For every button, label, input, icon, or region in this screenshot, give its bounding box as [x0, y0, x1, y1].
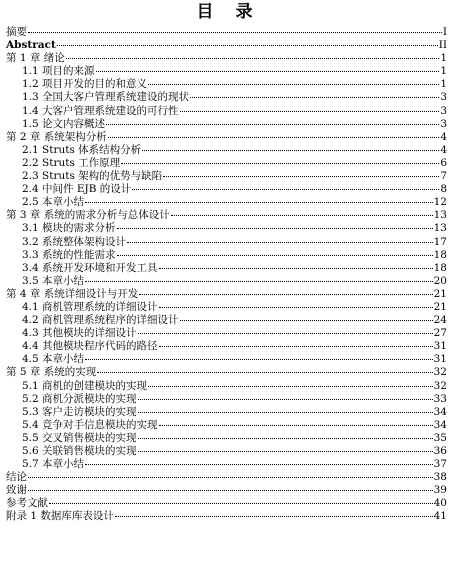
toc-entry-page-number: 18	[433, 248, 447, 261]
toc-entry[interactable]	[6, 288, 447, 301]
dot-leader	[180, 111, 440, 112]
toc-entry[interactable]	[6, 484, 447, 497]
dot-leader	[121, 163, 439, 164]
toc-entry-label: 3.3 系统的性能需求	[22, 248, 116, 261]
toc-entry-page-number: I	[442, 26, 447, 38]
toc-entry-label: 1.1 项目的来源	[22, 65, 95, 78]
dot-leader	[138, 438, 433, 439]
toc-entry-label: 4.5 本章小结	[22, 353, 85, 366]
toc-entry[interactable]	[6, 157, 447, 170]
toc-entry-label: 5.5 交叉销售模块的实现	[22, 431, 137, 444]
toc-entry-label: 致谢	[6, 484, 27, 497]
dot-leader	[138, 451, 433, 452]
dot-leader	[163, 176, 439, 177]
dot-leader	[148, 386, 433, 387]
toc-entry[interactable]	[6, 262, 447, 275]
toc-entry-page-number: 18	[433, 261, 447, 274]
toc-entry[interactable]	[6, 510, 447, 523]
toc-entry-label: 2.3 Struts 架构的优势与缺陷	[22, 170, 163, 183]
dot-leader	[85, 281, 433, 282]
dot-leader	[180, 320, 433, 321]
toc-entry-page-number: 17	[433, 235, 447, 248]
dot-leader	[159, 425, 433, 426]
toc-entry-label: 5.4 竞争对手信息模块的实现	[22, 418, 158, 431]
toc-entry-page-number: 3	[440, 104, 447, 117]
dot-leader	[115, 516, 433, 517]
toc-entry-page-number: 36	[433, 445, 447, 457]
toc-entry-page-number: 1	[440, 65, 447, 78]
dot-leader	[28, 32, 442, 33]
toc-entry[interactable]	[6, 366, 447, 379]
toc-entry-page-number: 35	[433, 431, 447, 444]
toc-entry[interactable]	[6, 471, 447, 484]
toc-entry-label: 5.7 本章小结	[22, 458, 85, 471]
toc-entry[interactable]	[6, 91, 447, 104]
toc-entry-label: 3.4 系统开发环境和开发工具	[22, 261, 158, 274]
dot-leader	[117, 255, 433, 256]
toc-entry-label: 第 4 章 系统详细设计与开发	[6, 287, 139, 300]
toc-entry-page-number: 20	[433, 274, 447, 287]
toc-entry-page-number: 38	[433, 471, 447, 484]
toc-entry[interactable]	[6, 65, 447, 78]
toc-entry[interactable]	[6, 275, 447, 288]
dot-leader	[138, 333, 433, 334]
toc-entry[interactable]	[6, 105, 447, 118]
dot-leader	[159, 346, 433, 347]
toc-entry-page-number: 40	[433, 497, 447, 510]
dot-leader	[138, 412, 433, 413]
dot-leader	[171, 215, 433, 216]
toc-entry[interactable]	[6, 131, 447, 144]
toc-entry-label: Abstract	[6, 39, 56, 52]
toc-entry-label: 2.2 Struts 工作原理	[22, 156, 121, 169]
toc-entry-label: 附录 1 数据库库表设计	[6, 510, 114, 523]
toc-entry-label: 5.3 客户走访模块的实现	[22, 405, 137, 418]
toc-entry-page-number: 12	[433, 196, 447, 209]
dot-leader	[148, 84, 439, 85]
toc-entry-page-number: 13	[433, 222, 447, 235]
toc-entry-page-number: 41	[433, 510, 447, 523]
table-of-contents	[6, 26, 447, 524]
toc-entry-label: 4.4 其他模块程序代码的路径	[22, 340, 158, 353]
toc-entry[interactable]	[6, 406, 447, 419]
toc-entry-label: 2.1 Struts 体系结构分析	[22, 143, 142, 156]
toc-entry[interactable]	[6, 39, 447, 52]
dot-leader	[132, 189, 439, 190]
toc-entry[interactable]	[6, 222, 447, 235]
toc-entry-page-number: 7	[440, 170, 447, 183]
toc-entry[interactable]	[6, 340, 447, 353]
toc-entry-label: 4.2 商机管理系统程序的详细设计	[22, 314, 179, 327]
toc-entry-label: 3.5 本章小结	[22, 274, 85, 287]
toc-entry-label: 摘要	[6, 26, 27, 38]
toc-entry-page-number: 13	[433, 209, 447, 222]
toc-entry-label: 第 2 章 系统架构分析	[6, 130, 107, 143]
toc-entry[interactable]	[6, 144, 447, 157]
toc-entry-page-number: 4	[440, 130, 447, 143]
dot-leader	[49, 503, 433, 504]
toc-entry-page-number: 34	[433, 405, 447, 418]
toc-entry[interactable]	[6, 393, 447, 406]
toc-entry-label: 3.2 系统整体架构设计	[22, 235, 127, 248]
toc-entry-label: 结论	[6, 471, 27, 484]
toc-entry-label: 3.1 模块的需求分析	[22, 222, 116, 235]
toc-entry-label: 第 5 章 系统的实现	[6, 366, 97, 379]
dot-leader	[85, 202, 433, 203]
page-title: 目 录	[196, 2, 261, 22]
toc-entry-label: 2.5 本章小结	[22, 196, 85, 209]
toc-entry-page-number: 1	[440, 78, 447, 91]
toc-entry[interactable]	[6, 327, 447, 340]
toc-entry-label: 4.1 商机管理系统的详细设计	[22, 300, 158, 313]
toc-entry-label: 1.5 论文内容概述	[22, 117, 106, 130]
dot-leader	[96, 71, 440, 72]
toc-entry[interactable]	[6, 249, 447, 262]
toc-entry-page-number: II	[438, 39, 447, 52]
toc-entry-label: 第 1 章 绪论	[6, 52, 65, 65]
toc-entry-label: 1.4 大客户管理系统建设的可行性	[22, 104, 179, 117]
dot-leader	[28, 477, 433, 478]
toc-entry[interactable]	[6, 380, 447, 393]
toc-entry[interactable]	[6, 209, 447, 222]
dot-leader	[97, 372, 432, 373]
dot-leader	[28, 490, 433, 491]
toc-entry-label: 1.3 全国大客户管理系统建设的现状	[22, 91, 190, 104]
toc-entry-page-number: 21	[433, 300, 447, 313]
toc-entry-page-number: 3	[440, 117, 447, 130]
toc-entry[interactable]	[6, 353, 447, 366]
toc-entry-label: 2.4 中间件 EJB 的设计	[22, 183, 132, 196]
toc-entry[interactable]	[6, 445, 447, 458]
toc-entry-page-number: 31	[433, 340, 447, 353]
dot-leader	[159, 307, 433, 308]
toc-entry-page-number: 1	[440, 52, 447, 65]
toc-entry-page-number: 33	[433, 392, 447, 405]
dot-leader	[57, 45, 438, 46]
toc-entry[interactable]	[6, 236, 447, 249]
dot-leader	[139, 294, 432, 295]
dot-leader	[117, 228, 433, 229]
toc-entry-page-number: 31	[433, 353, 447, 366]
toc-entry[interactable]	[6, 301, 447, 314]
toc-entry[interactable]	[6, 196, 447, 209]
toc-entry-label: 1.2 项目开发的目的和意义	[22, 78, 148, 91]
toc-entry-page-number: 39	[433, 484, 447, 497]
dot-leader	[127, 242, 433, 243]
dot-leader	[85, 464, 433, 465]
toc-entry-label: 4.3 其他模块的详细设计	[22, 327, 137, 340]
toc-entry[interactable]	[6, 183, 447, 196]
dot-leader	[159, 268, 433, 269]
dot-leader	[106, 124, 439, 125]
dot-leader	[142, 150, 439, 151]
toc-entry-label: 5.6 关联销售模块的实现	[22, 445, 137, 457]
toc-entry-page-number: 6	[440, 156, 447, 169]
toc-entry-label: 5.2 商机分派模块的实现	[22, 392, 137, 405]
dot-leader	[85, 359, 433, 360]
toc-entry-page-number: 37	[433, 458, 447, 471]
toc-entry-page-number: 3	[440, 91, 447, 104]
toc-entry-page-number: 8	[440, 183, 447, 196]
toc-entry[interactable]	[6, 314, 447, 327]
toc-entry[interactable]	[6, 419, 447, 432]
toc-entry-page-number: 24	[433, 314, 447, 327]
toc-entry-label: 第 3 章 系统的需求分析与总体设计	[6, 209, 170, 222]
toc-entry-page-number: 32	[433, 379, 447, 392]
toc-entry[interactable]	[6, 118, 447, 131]
toc-entry[interactable]	[6, 497, 447, 510]
dot-leader	[138, 399, 433, 400]
dot-leader	[108, 137, 440, 138]
dot-leader	[190, 97, 439, 98]
toc-entry-page-number: 34	[433, 418, 447, 431]
toc-entry[interactable]	[6, 458, 447, 471]
toc-entry-label: 5.1 商机的创建模块的实现	[22, 379, 148, 392]
toc-entry[interactable]	[6, 78, 447, 91]
toc-entry[interactable]	[6, 432, 447, 445]
toc-entry-label: 参考文献	[6, 497, 48, 510]
toc-entry[interactable]	[6, 52, 447, 65]
toc-entry[interactable]	[6, 170, 447, 183]
toc-entry-page-number: 21	[433, 287, 447, 300]
toc-entry-page-number: 27	[433, 327, 447, 340]
toc-entry[interactable]	[6, 26, 447, 39]
toc-entry-page-number: 32	[433, 366, 447, 379]
dot-leader	[66, 58, 440, 59]
toc-entry-page-number: 4	[440, 143, 447, 156]
